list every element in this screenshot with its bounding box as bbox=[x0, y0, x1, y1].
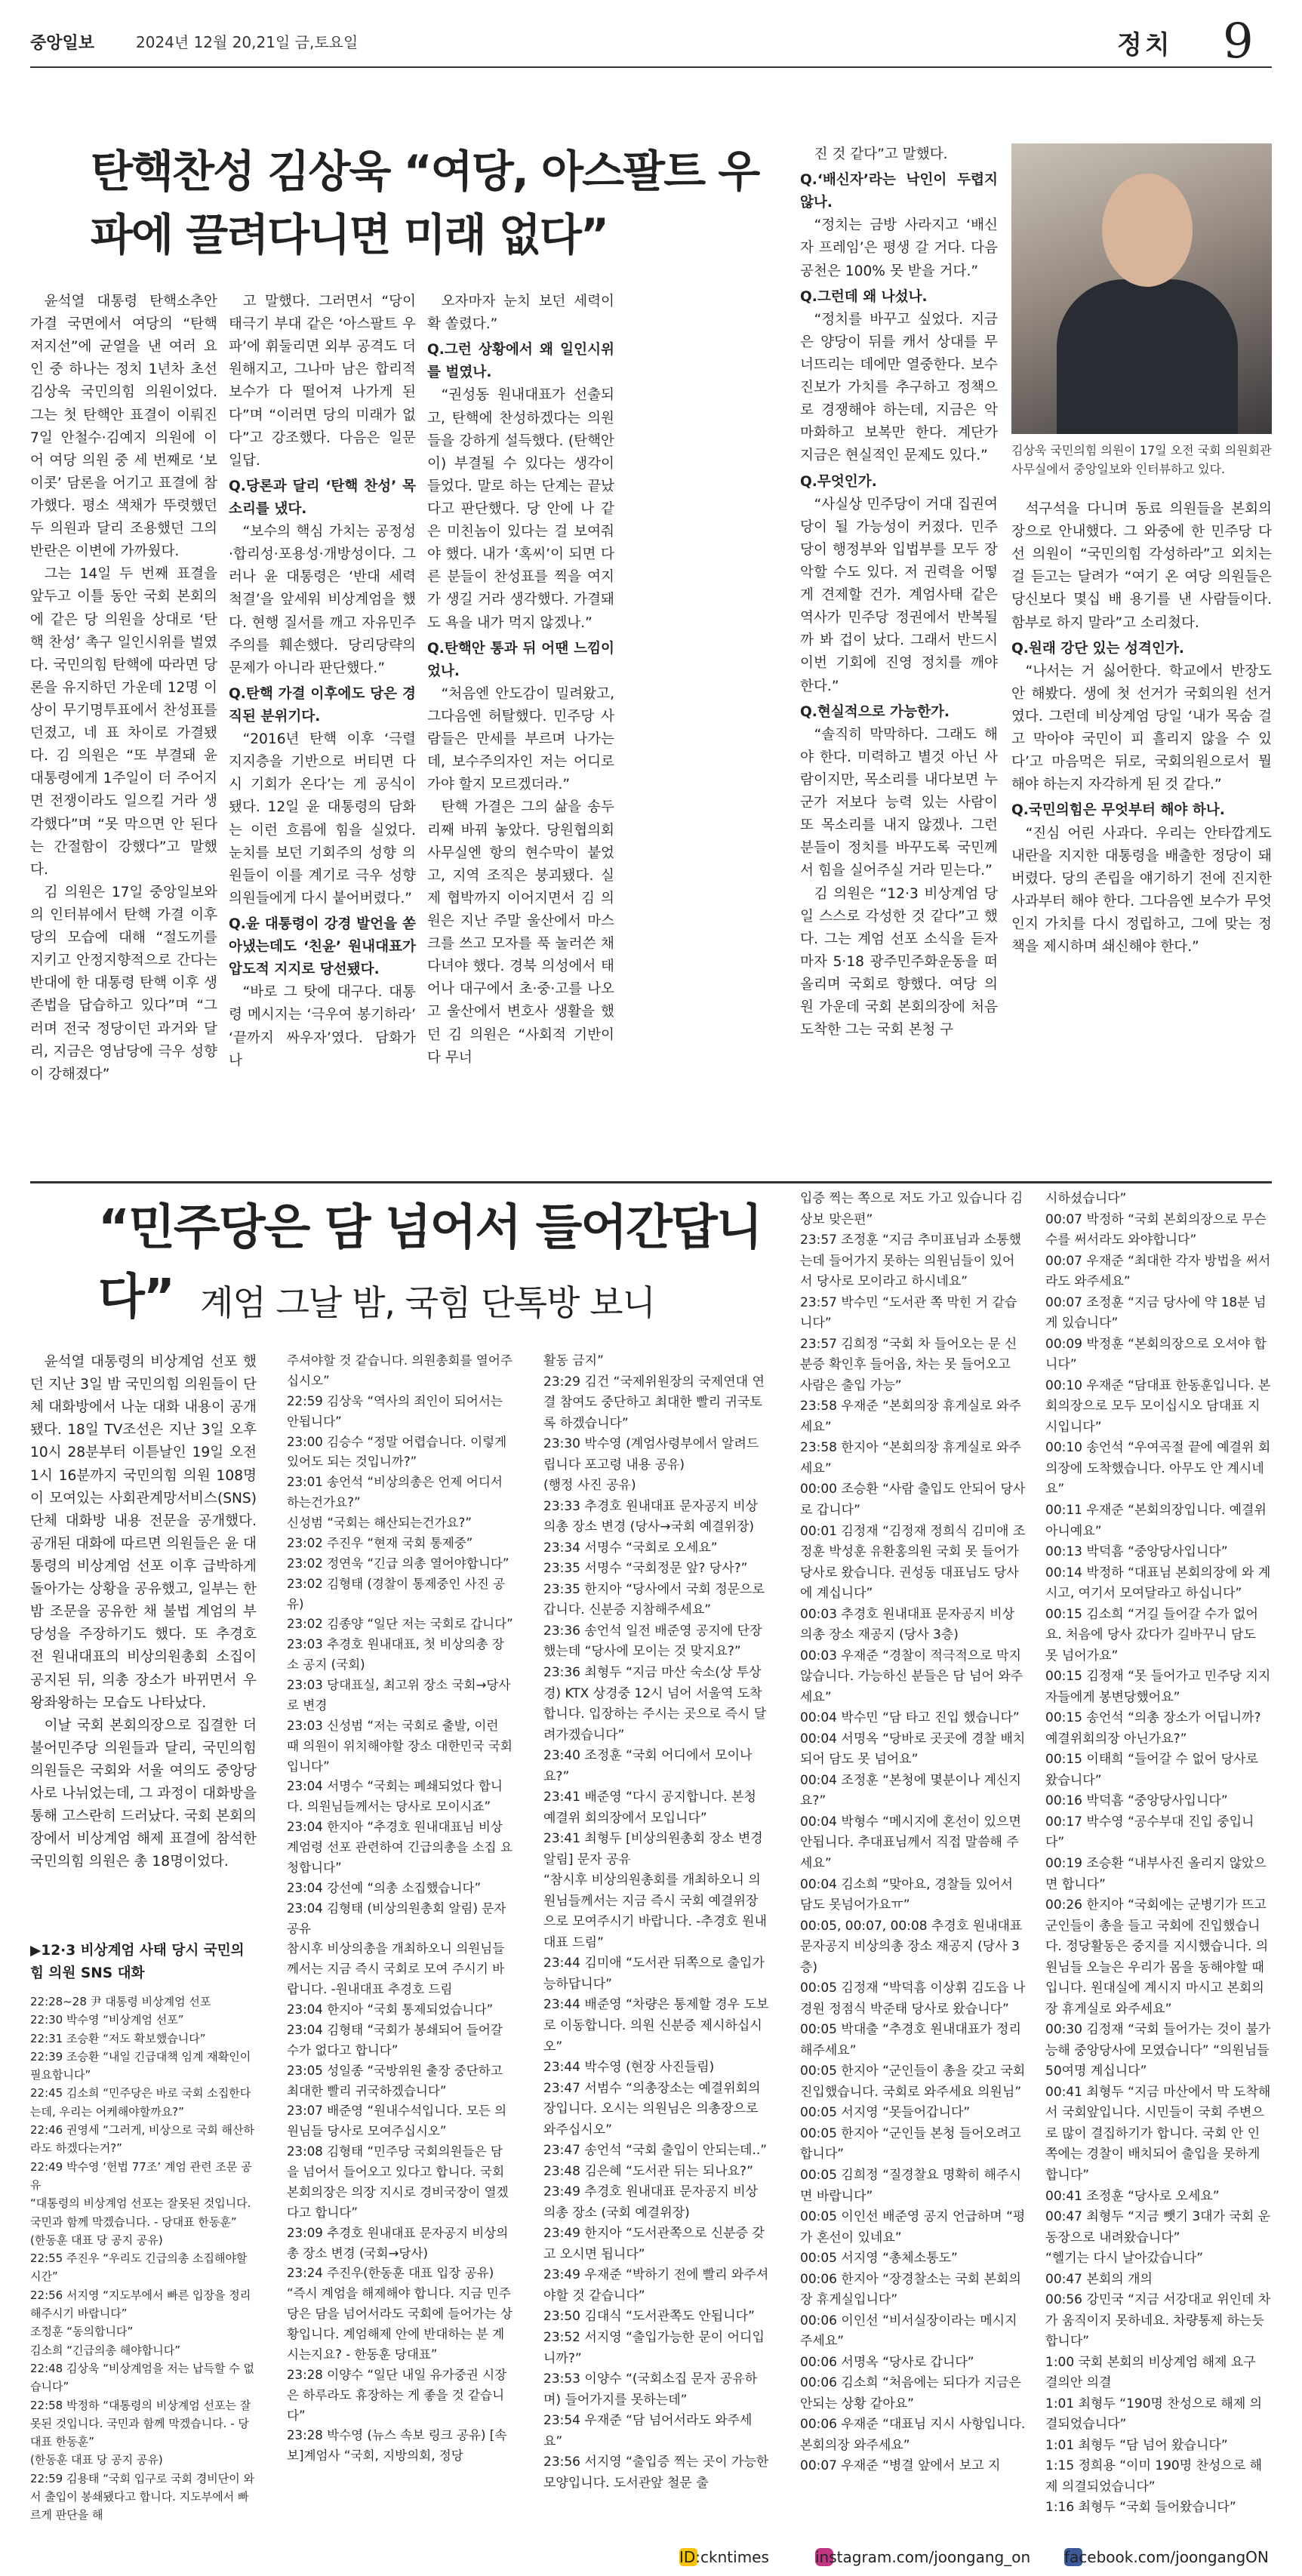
chat-log-entry: 00:56 강민국 “지금 서강대교 위인데 차가 움직이지 못하네요. 차량통제 하는듯합니다” bbox=[1045, 2292, 1271, 2350]
chat-log-entry: 23:34 서명수 “국회로 오세요” bbox=[543, 1540, 718, 1556]
paragraph: “보수의 핵심 가치는 공정성·합리성·포용성·개방성이다. 그러나 윤 대통령은 ‘반대 세력 척결’을 앞세워 비상계엄을 했다. 현행 질서를 깨고 자유민주주의를 훼손했다. 당리당략의 문제가 아니라 판단했다.” bbox=[229, 524, 416, 676]
paragraph: Q.무엇인가. bbox=[800, 473, 877, 490]
chat-log-entry: 00:14 박정하 “대표님 본회의장에 와 계시고, 여기서 모여달라고 하십니다” bbox=[1045, 1565, 1271, 1602]
chat-log-entry: 조정훈 “동의합니다” bbox=[30, 2325, 134, 2339]
chat-log-entry: 1:00 국회 본회의 비상계엄 해제 요구 결의안 의결 bbox=[1045, 2354, 1256, 2391]
chat-log-entry: 23:04 한지아 “추경호 원내대표님 비상 계엄령 선포 관련하여 긴급의총을 소집 요청합니다” bbox=[287, 1820, 512, 1875]
paragraph: “바로 그 탓에 대구다. 대통령 메시지는 ‘극우여 봉기하라’ ‘끝까지 싸우자’였다. 담화가 나 bbox=[229, 984, 416, 1069]
chat-log-entry: 23:03 신성범 “저는 국회로 출발, 이런 때 의원이 위치해야할 장소 대한민국 국회입니다” bbox=[287, 1718, 512, 1774]
chat-log-entry: 00:15 송언석 “의총 장소가 어딥니까? 예결위회의장 아닌가요?” bbox=[1045, 1710, 1261, 1747]
footer-instagram-text: instagram.com/joongang_on bbox=[815, 2548, 1031, 2566]
chat-log-entry: 23:03 추경호 원내대표, 첫 비상의총 장소 공지 (국회) bbox=[287, 1637, 504, 1673]
chat-log-entry: 23:08 김형태 “민주당 국회의원들은 담을 넘어서 들어오고 있다고 합니다. 국회 본회의장은 의장 지시로 경비국장이 열겠다고 합니다” bbox=[287, 2144, 509, 2220]
chat-log-entry: 00:09 박정훈 “본회의장으로 오셔야 합니다” bbox=[1045, 1336, 1267, 1373]
chat-log-entry: 22:46 권영세 “그러게, 비상으로 국회 해산하라도 하겠다는거?” bbox=[30, 2123, 254, 2156]
chat-log-entry: “참시후 비상의원총회를 개최하오니 의원님들께서는 지금 즉시 국회 예결위장으로 모여주시기 바랍니다. -추경호 원내대표 드림” bbox=[543, 1873, 767, 1950]
chat-log-column-2 bbox=[287, 1351, 513, 2467]
chat-log-entry: 00:03 우재준 “경찰이 적극적으로 막지 않습니다. 가능하신 분들은 담 넘어 와주세요” bbox=[800, 1648, 1023, 1705]
chat-log-entry: 23:57 박수민 “도서관 쪽 막힌 거 같습니다” bbox=[800, 1294, 1017, 1331]
paragraph: 그는 14일 두 번째 표결을 앞두고 이틀 동안 국회 본회의에 같은 당 의원을 상대로 ‘탄핵 찬성’ 촉구 일인시위를 벌였다. 국민의힘 탄핵에 따라면 당론을 유지하던 가운데 12명 이상이 무기명투표에서 찬성표를 던졌고, 네 표 차이로 가결됐다. 김 의원은 “또 부결돼 윤 대통령에게 1주일이 더 주어지면 전쟁이라도 일으킬 거라 생각했다”며 “못 막으면 안 된다는 간절함이 강했다”고 말했다. bbox=[30, 566, 217, 878]
interview-headline: 탄핵찬성 김상욱 “여당, 아스팔트 우파에 끌려다니면 미래 없다” bbox=[91, 146, 759, 261]
chat-log-entry: “대통령의 비상계엄 선포는 잘못된 것입니다. 국민과 함께 막겠습니다. - 당대표 한동훈” bbox=[30, 2196, 251, 2229]
chat-log-entry: 23:28 이양수 “일단 내일 유가중권 시장은 하루라도 휴장하는 게 좋을 것 같습니다” bbox=[287, 2367, 507, 2423]
paragraph: Q.현실적으로 가능한가. bbox=[800, 703, 950, 720]
paragraph: 김 의원은 17일 중앙일보와의 인터뷰에서 탄핵 가결 이후 당의 모습에 대해 “절도끼를 지키고 안정지향적으로 간다는 반대에 한 대통령 탄핵 이후 생존법을 답습하고 있다”며 “그러며 전국 정당이던 과거와 달리, 지금은 영남당에 극우 성향이 강해졌다” bbox=[30, 884, 217, 1082]
chat-log-entry: 23:47 서범수 “의총장소는 예결위회의장입니다. 오시는 의원님은 의총장으로 와주십시오” bbox=[543, 2080, 761, 2137]
section-divider bbox=[30, 1181, 1272, 1183]
chat-log-entry: 00:06 한지아 “장경찰소는 국회 본회의장 휴게실입니다” bbox=[800, 2271, 1021, 2308]
chat-log-column-3 bbox=[543, 1351, 770, 2494]
chat-log-entry: 23:40 조정훈 “국회 어디에서 모이나요?” bbox=[543, 1748, 753, 1784]
chat-log-entry: 22:28~28 尹 대통령 비상계엄 선포 bbox=[30, 1995, 211, 2008]
chat-log-entry: 23:47 송언석 “국회 출입이 안되는데..” bbox=[543, 2143, 768, 2159]
paragraph: “2016년 탄핵 이후 ‘극렬 지지층을 기반으로 버티면 다시 기회가 온다’는 게 공식이 됐다. 12일 윤 대통령의 담화는 이런 흐름에 힘을 실었다. 눈치를 보던 기회주의 성향 의원들이 이를 계기로 극우 성향 의원들에게 다시 붙어버렸다.” bbox=[229, 731, 416, 906]
chat-log-entry: 23:05 성일종 “국방위원 출장 중단하고 최대한 빨리 귀국하겠습니다” bbox=[287, 2063, 503, 2098]
chat-log-entry: 23:04 김형태 (비상의원총회 알림) 문자 공유 bbox=[287, 1900, 506, 1936]
chat-log-entry: 23:36 최형두 “지금 마산 숙소(상 투상경) KTX 상경중 12시 넘어 서울역 도착합니다. 입장하는 주시는 곳으로 즉시 달려가겠습니다” bbox=[543, 1664, 767, 1743]
chat-log-entry: 00:10 송언석 “우여곡절 끝에 예결위 회의장에 도착했습니다. 아무도 안 계시네요” bbox=[1045, 1440, 1271, 1497]
chat-log-entry: 참시후 비상의총을 개최하오니 의원님들께서는 지금 즉시 국회로 모여 주시기 바랍니다. -원내대표 추경호 드림 bbox=[287, 1941, 505, 1997]
chat-log-entry: 22:30 박수영 “비상계엄 선포” bbox=[30, 2013, 184, 2027]
chat-log-entry: 활동 금지” bbox=[543, 1353, 604, 1368]
chat-log-entry: 00:06 서명옥 “당사로 갑니다” bbox=[800, 2354, 974, 2370]
chat-log-entry: 00:05 한지아 “군인들이 총을 갖고 국회 진입했습니다. 국회로 와주세요 의원님” bbox=[800, 2064, 1026, 2100]
chat-log-entry: 22:49 박수영 ‘헌법 77조’ 계엄 관련 조문 공유 bbox=[30, 2159, 252, 2192]
chat-log-entry: 23:41 최형두 [비상의원총회 장소 변경 알림] 문자 공유 bbox=[543, 1831, 763, 1867]
chat-log-entry: 23:09 추경호 원내대표 문자공지 비상의총 장소 변경 (국회→당사) bbox=[287, 2225, 509, 2261]
chat-log-entry: 23:07 배준영 “원내수석입니다. 모든 의원님들 당사로 모여주십시오” bbox=[287, 2104, 507, 2139]
chat-log-entry: “즉시 계엄을 해제해야 합니다. 지금 민주당은 담을 넘어서라도 국회에 들어가는 상황입니다. 계엄해제 안에 반대하는 분 계시는지요? - 한동훈 당대표” bbox=[287, 2286, 512, 2362]
paragraph: “진심 어린 사과다. 우리는 안타깝게도 내란을 지지한 대통령을 배출한 정당이 돼 버렸다. 당의 존립을 얘기하기 전에 진지한 사과부터 해야 한다. 그다음엔 보수가 무엇인지 가치를 다시 정립하고, 그에 맞는 정책을 제시하며 쇄신해야 한다.” bbox=[1011, 825, 1272, 956]
log-title: ▶12·3 비상계엄 사태 당시 국민의힘 의원 SNS 대화 bbox=[30, 1943, 245, 1982]
chat-log-entry: 22:39 조승환 “내일 긴급대책 임계 재확인이 필요합니다” bbox=[30, 2049, 251, 2082]
chat-log-column-5 bbox=[1045, 1189, 1272, 2519]
chat-log-entry: 00:16 박덕흠 “중앙당사입니다” bbox=[1045, 1793, 1228, 1809]
chat-log-entry: 00:05 김희정 “질경찰요 명확히 해주시면 바랍니다” bbox=[800, 2167, 1021, 2204]
feature-headline: “민주당은 담 넘어서 들어간답니다” bbox=[98, 1200, 762, 1325]
chat-log-entry: 1:01 최형두 “담 넘어 왔습니다” bbox=[1045, 2437, 1228, 2453]
chat-log-entry: 00:07 박정하 “국회 본회의장으로 무슨 수를 써서라도 와야합니다” bbox=[1045, 1211, 1267, 1248]
paragraph: 석구석을 다니며 동료 의원들을 본회의장으로 안내했다. 그 와중에 한 민주당 다선 의원이 “국민의힘 각성하라”고 외치는 걸 듣고는 달려가 “여기 온 여당 의원들은 당신보다 몇십 배 용기를 낸 사람들이다. 함부로 하지 말라”고 소리쳤다. bbox=[1011, 501, 1272, 631]
chat-log-entry: (한동훈 대표 당 공지 공유) bbox=[30, 2453, 163, 2467]
chat-log-entry: 23:54 우재준 “담 넘어서라도 와주세요” bbox=[543, 2413, 753, 2449]
chat-log-entry: 23:04 김형태 “국회가 봉쇄되어 들어갈 수가 없다고 합니다” bbox=[287, 2022, 503, 2057]
paragraph: Q.국민의힘은 무엇부터 해야 하나. bbox=[1011, 802, 1225, 819]
chat-log-entry: 00:30 김정재 “국회 들어가는 것이 불가능해 중앙당사에 모였습니다” “의원님들 50여명 계십니다” bbox=[1045, 2022, 1271, 2079]
chat-log-entry: 22:48 김상욱 “비상계엄을 저는 납득할 수 없습니다” bbox=[30, 2361, 254, 2394]
chat-log-entry: 00:06 김소희 “처음에는 되다가 지금은 안되는 상황 같아요” bbox=[800, 2375, 1021, 2411]
chat-log-entry: 00:05 김정재 “박덕흠 이상휘 김도읍 나경원 정점식 박준태 당사로 왔습니다” bbox=[800, 1980, 1026, 2017]
article-column-3 bbox=[427, 291, 614, 1069]
chat-log-entry: 1:16 최형두 “국회 들어왔습니다” bbox=[1045, 2500, 1236, 2516]
paragraph: 오자마자 눈치 보던 세력이 확 쏠렸다.” bbox=[427, 294, 614, 333]
chat-log-entry: 23:02 김형태 (경찰이 통제중인 사진 공유) bbox=[287, 1576, 506, 1611]
chat-log-entry: 23:33 추경호 원내대표 문자공지 비상의총 장소 변경 (당사→국회 예결위장) bbox=[543, 1498, 759, 1535]
chat-log-entry: 23:58 우재준 “본회의장 휴게실로 와주세요” bbox=[800, 1399, 1021, 1435]
masthead bbox=[30, 14, 1272, 68]
chat-log-entry: 00:04 박수민 “담 타고 진입 했습니다” bbox=[800, 1710, 1020, 1726]
paragraph: “사실상 민주당이 거대 집권여당이 될 가능성이 커졌다. 민주당이 행정부와 입법부를 모두 장악할 수도 있다. 저 권력을 어떻게 견제할 건가. 계엄사태 같은 역사가 민주당 정권에서 반복될까 봐 겁이 났다. 그래서 반드시 이번 기회에 진영 정치를 깨야 한다.” bbox=[800, 496, 998, 694]
footer-handle-text: ID:ckntimes bbox=[679, 2548, 769, 2566]
chat-log-entry: 1:15 정희용 “이미 190명 찬성으로 해제 의결되었습니다” bbox=[1045, 2458, 1263, 2494]
chat-log-entry: 23:35 한지아 “당사에서 국회 정문으로 갑니다. 신분증 지참해주세요” bbox=[543, 1581, 765, 1618]
chat-log-entry: 23:02 주진우 “현재 국회 통제중” bbox=[287, 1535, 473, 1550]
chat-log-entry: 00:05 박대출 “추경호 원내대표가 정리해주세요” bbox=[800, 2022, 1021, 2058]
chat-log-entry: 23:02 김종양 “일단 저는 국회로 갑니다” bbox=[287, 1617, 513, 1632]
chat-log-column-4 bbox=[800, 1189, 1027, 2477]
chat-log-entry: 00:06 우재준 “대표님 지시 사항입니다. 본회의장 와주세요” bbox=[800, 2417, 1026, 2453]
chat-log-entry: 23:58 한지아 “본회의장 휴게실로 와주세요” bbox=[800, 1440, 1021, 1476]
article-column-4 bbox=[800, 143, 998, 1042]
chat-log-entry: 23:04 강선예 “의총 소집했습니다” bbox=[287, 1880, 482, 1895]
chat-log-entry: 00:05, 00:07, 00:08 추경호 원내대표 문자공지 비상의총 장소 재공지 (당사 3층) bbox=[800, 1918, 1023, 1975]
article-column-5 bbox=[1011, 498, 1272, 959]
article-column-2 bbox=[229, 291, 416, 1073]
chat-log-entry: 23:36 송언석 일전 배준영 공지에 단장했는데 “당사에 모이는 것 맞지요?” bbox=[543, 1623, 762, 1660]
footer-facebook-text: facebook.com/joongangON bbox=[1064, 2548, 1269, 2566]
paragraph: “나서는 거 싫어한다. 학교에서 반장도 안 해봤다. 생에 첫 선거가 국회의원 선거였다. 그런데 비상계엄 당일 ‘내가 목숨 걸고 막아야 국민이 피 흘리지 않을 수 있다’고 마음먹은 뒤로, 국회의원으로서 뭘 해야 하는지 자각하게 된 것 같다.” bbox=[1011, 663, 1272, 793]
chat-log-entry: 23:24 주진우(한동훈 대표 입장 공유) bbox=[287, 2266, 494, 2281]
chat-log-entry: 23:44 박수영 (현장 사진들림) bbox=[543, 2060, 715, 2076]
chat-log-entry: 1:01 최형두 “190명 찬성으로 해제 의결되었습니다” bbox=[1045, 2396, 1263, 2433]
chat-log-entry: 00:41 최형두 “지금 마산에서 막 도착해서 국회앞입니다. 시민들이 국회 주변으로 많이 결집하기가 합니다. 국회 안 인쪽에는 경찰이 배치되어 출입을 못하게 합니다” bbox=[1045, 2084, 1271, 2183]
chat-log-entry: 00:06 이인선 “비서실장이라는 메시지 주세요” bbox=[800, 2313, 1017, 2350]
section-name: 정치 bbox=[1117, 30, 1173, 60]
chat-log-entry: (한동훈 대표 당 공지 공유) bbox=[30, 2233, 163, 2247]
chat-log-entry: 22:31 조승환 “저도 확보했습니다” bbox=[30, 2031, 206, 2045]
chat-log-entry: 23:44 김미애 “도서관 뒤쪽으로 출입가능하답니다” bbox=[543, 1956, 765, 1992]
chat-log-entry: 23:30 박수영 (계엄사령부에서 알려드립니다 포고령 내용 공유) bbox=[543, 1436, 759, 1473]
chat-log-entry: 00:05 한지아 “군인들 본청 들어오려고 합니다” bbox=[800, 2125, 1021, 2162]
chat-log-entry: 23:52 서지영 “출입가능한 문이 어디입니까?” bbox=[543, 2329, 765, 2366]
chat-log-entry: 23:57 김희정 “국회 차 들어오는 문 신분증 확인후 들어옵, 차는 못 들어오고 사람은 출입 가능” bbox=[800, 1336, 1017, 1393]
chat-log-entry: 00:10 우재준 “담대표 한동훈입니다. 본회의장으로 모두 모이십시오 담대표 지시입니다” bbox=[1045, 1377, 1271, 1435]
feature-intro bbox=[30, 1351, 257, 1874]
chat-log-entry: 00:11 우재준 “본회의장입니다. 예결위 아니예요” bbox=[1045, 1502, 1267, 1539]
article-column-1 bbox=[30, 291, 217, 1086]
photo-figure-body bbox=[1057, 279, 1238, 434]
paragraph: 진 것 같다”고 말했다. bbox=[814, 146, 948, 162]
chat-log-entry: 00:05 이인선 배준영 공지 언급하며 “평가 혼선이 있네요” bbox=[800, 2209, 1026, 2245]
chat-log-entry: 22:45 김소희 “민주당은 바로 국회 소집한다는데, 우리는 어케해야할까요?” bbox=[30, 2086, 251, 2119]
chat-log-entry: 23:04 서명수 “국회는 폐쇄되었다 합니다. 의원님들께서는 당사로 모이시죠” bbox=[287, 1779, 503, 1814]
chat-log-entry: 22:58 박정하 “대통령의 비상계엄 선포는 잘못된 것입니다. 국민과 함께 막겠습니다. - 당대표 한동훈” bbox=[30, 2398, 251, 2449]
chat-log-entry: 00:05 서지영 “못들어갑니다” bbox=[800, 2105, 971, 2121]
chat-log-entry: 00:15 김정재 “못 들어가고 민주당 지지자들에게 봉변당했어요” bbox=[1045, 1669, 1271, 1705]
chat-log-entry: 00:26 한지아 “국회에는 군병기가 뜨고 군인들이 총을 들고 국회에 진입했습니다. 정당활동은 중지를 지시했습니다. 의원님들 오늘은 우리가 몸을 동해야할 때입니다. 원대실에 계시지 마시고 본회의장 휴게실로 와주세요” bbox=[1045, 1897, 1269, 2017]
paper-name: 중앙일보 bbox=[30, 34, 95, 53]
chat-log-entry: 00:07 조정훈 “지금 당사에 약 18분 넘게 있습니다” bbox=[1045, 1294, 1267, 1331]
chat-log-entry: 23:53 이양수 “(국회소집 문자 공유하며) 들어가지를 못하는데” bbox=[543, 2371, 758, 2408]
chat-log-entry: 00:17 박수영 “공수부대 진입 중입니다” bbox=[1045, 1814, 1254, 1851]
chat-log-entry: 23:00 김승수 “정말 어렵습니다. 이렇게 있어도 되는 것입니까?” bbox=[287, 1434, 507, 1470]
chat-log-entry: 주셔야할 것 같습니다. 의원총회를 열어주십시오” bbox=[287, 1353, 512, 1388]
issue-date: 2024년 12월 20,21일 금,토요일 bbox=[136, 33, 359, 51]
paragraph: “정치는 금방 사라지고 ‘배신자 프레임’은 평생 갈 거다. 다음 공천은 100% 못 받을 거다.” bbox=[800, 217, 998, 279]
chat-log-entry: 23:41 배준영 “다시 공지합니다. 본청 예결위 회의장에서 모입니다” bbox=[543, 1790, 756, 1826]
chat-log-entry: 입증 찍는 쪽으로 저도 가고 있습니다 김상보 맞은편” bbox=[800, 1191, 1023, 1227]
chat-log-entry: 00:04 조정훈 “본청에 몇분이나 계신지요?” bbox=[800, 1772, 1021, 1809]
chat-log-entry: 00:03 추경호 원내대표 문자공지 비상의총 장소 재공지 (당사 3층) bbox=[800, 1606, 1015, 1643]
photo-figure-face bbox=[1102, 174, 1193, 287]
chat-log-entry: 00:47 본회의 개의 bbox=[1045, 2271, 1153, 2287]
paragraph: Q.탄핵안 통과 뒤 어땐 느낌이었나. bbox=[427, 640, 614, 679]
footer bbox=[30, 2536, 1272, 2569]
paragraph: Q.그런 상황에서 왜 일인시위를 벌였나. bbox=[427, 342, 614, 381]
chat-log-entry: 김소희 “긴급의총 해야합니다” bbox=[30, 2343, 180, 2357]
photo-caption: 김상욱 국민의힘 의원이 17일 오전 국회 의원회관 사무실에서 중앙일보와 인터뷰하고 있다. bbox=[1011, 443, 1272, 476]
paragraph: Q.원래 강단 있는 성격인가. bbox=[1011, 640, 1184, 657]
chat-log-entry: 23:02 정연욱 “긴급 의총 열어야합니다” bbox=[287, 1556, 509, 1571]
chat-log-entry: 00:00 조승환 “사람 출입도 안되어 당사로 갑니다” bbox=[800, 1482, 1026, 1518]
chat-log-entry: 00:15 이태희 “들어갈 수 없어 당사로 왔습니다” bbox=[1045, 1752, 1258, 1788]
chat-log-entry: “헬기는 다시 날아갔습니다” bbox=[1045, 2251, 1204, 2267]
paragraph: Q.탄핵 가결 이후에도 당은 경직된 분위기다. bbox=[229, 685, 416, 725]
chat-log-entry: 23:49 우재준 “박하기 전에 빨리 와주셔야할 것 같습니다” bbox=[543, 2267, 769, 2304]
chat-log-entry: 23:29 김건 “국제위원장의 국제연대 연결 참여도 중단하고 최대한 빨리 귀국토록 하겠습니다” bbox=[543, 1374, 765, 1431]
chat-log-entry: 00:07 우재준 “최대한 각자 방법을 써서라도 와주세요” bbox=[1045, 1253, 1271, 1290]
chat-log-entry: 00:01 김정재 “김정재 정희식 김미애 조정훈 박성훈 유환홍의원 국회 못 들어가 당사로 왔습니다. 권성동 대표님도 당사에 계십니다” bbox=[800, 1523, 1026, 1602]
chat-log-entry: 00:47 최형두 “지금 뺏기 3대가 국회 운동장으로 내려왔습니다” bbox=[1045, 2209, 1271, 2245]
chat-log-entry: 23:49 한지아 “도서관쪽으로 신분증 갖고 오시면 됩니다” bbox=[543, 2226, 765, 2262]
chat-log-entry: 00:04 박형수 “메시지에 혼선이 있으면 안됩니다. 추대표님께서 직접 말씀해 주세요” bbox=[800, 1814, 1021, 1871]
chat-log-entry: 00:04 서명옥 “당바로 곳곳에 경찰 배치되어 담도 못 넘어요” bbox=[800, 1731, 1026, 1768]
paragraph: Q.‘배신자’라는 낙인이 두렵지 않나. bbox=[800, 172, 998, 211]
paragraph: 탄핵 가결은 그의 삶을 송두리째 바꿔 놓았다. 당원협의회 사무실엔 항의 현수막이 붙었고, 지역 조직은 붕괴됐다. 실제 협박까지 이어지면서 김 의원은 지난 주말 울산에서 마스크를 쓰고 모자를 푹 눌러쓴 채 다녀야 했다. 경북 의성에서 태어나 대구에서 초·중·고를 나오고 울산에서 변호사 생활을 했던 김 의원은 “사회적 기반이 다 무너 bbox=[427, 799, 614, 1066]
chat-log-entry: 23:35 서명수 “국회정문 앞? 당사?” bbox=[543, 1561, 748, 1577]
chat-log-entry: 23:48 김은혜 “도서관 뒤는 되나요?” bbox=[543, 2163, 753, 2179]
chat-log-entry: 23:28 박수영 (뉴스 속보 링크 공유) [속보]계엄사 “국회, 지방의회, 정당 bbox=[287, 2428, 507, 2464]
chat-log-entry: 23:49 추경호 원내대표 문자공지 비상의총 장소 (국회 예결위장) bbox=[543, 2184, 759, 2221]
chat-log-entry: 23:44 배준영 “차량은 통제할 경우 도보로 이동합니다. 의원 신분증 제시하십시오” bbox=[543, 1997, 769, 2054]
interview-photo bbox=[1011, 143, 1272, 434]
chat-log-entry: 23:57 조정훈 “지금 추미표님과 소통했는데 들어가지 못하는 의원님들이 있어서 당사로 모이라고 하시네요” bbox=[800, 1233, 1021, 1290]
paragraph: 김 의원은 “12·3 비상계엄 당일 스스로 각성한 것 같다”고 했다. 그는 계엄 선포 소식을 듣자마자 5·18 광주민주화운동을 떠올리며 국회로 향했다. 여당 의원 가운데 국회 본회의장에 처음 도착한 그는 국회 본청 구 bbox=[800, 885, 998, 1039]
paragraph: 윤석열 대통령 탄핵소추안 가결 국면에서 여당의 “탄핵 저지선”에 균열을 낸 여러 요인 중 하나는 정치 1년차 초선 김상욱 국민의힘 의원이었다. 그는 첫 탄핵안 표결이 이뤄진 7일 안철수·김예지 의원에 이어 여당 의원 중 세 번째로 ‘보이콧’ 담론을 어기고 표결에 참가했다. 평소 색채가 뚜렷했던 두 의원과 달리 조용했던 그의 반란은 이변에 가까웠다. bbox=[30, 294, 217, 560]
feature-subhead: 계엄 그날 밤, 국힘 단톡방 보니 bbox=[200, 1282, 655, 1323]
chat-log-entry: 00:13 박덕흠 “중앙당사입니다” bbox=[1045, 1544, 1228, 1560]
paragraph: 고 말했다. 그러면서 “당이 태극기 부대 같은 ‘아스팔트 우파’에 휘둘리면 외부 공격도 더 원해지고, 그나마 남은 합리적 보수가 다 떨어져 나가게 된다”며 “이러면 당의 미래가 없다”고 강조했다. 다음은 일문일답. bbox=[229, 294, 416, 469]
chat-log-entry: 00:15 김소희 “거길 들어갈 수가 없어요. 처음에 당사 갔다가 길바꾸니 담도 못 넘어가요” bbox=[1045, 1606, 1258, 1663]
chat-log-entry: 시하셨습니다” bbox=[1045, 1191, 1127, 1206]
paragraph: Q.그런데 왜 나섰나. bbox=[800, 288, 928, 305]
chat-log-entry: 00:04 김소희 “맞아요, 경찰들 있어서 담도 못넘어가요ㅠ” bbox=[800, 1876, 1013, 1913]
chat-log-entry: (행정 사진 공유) bbox=[543, 1478, 636, 1494]
chat-log-entry: 00:19 조승환 “내부사진 올리지 않았으면 합니다” bbox=[1045, 1856, 1267, 1892]
chat-log-entry: 23:04 한지아 “국회 통제되었습니다” bbox=[287, 2002, 494, 2017]
paragraph: 이날 국회 본회의장으로 집결한 더불어민주당 의원들과 달리, 국민의힘 의원들은 국회와 서울 여의도 중앙당사로 나뉘었는데, 그 과정이 대화방을 통해 고스란히 드러났다. 국회 본회의장에서 비상계엄 해제 표결에 참석한 국민의힘 의원은 총 18명이었다. bbox=[30, 1717, 257, 1870]
page-number: 9 bbox=[1223, 14, 1254, 69]
paragraph: “정치를 바꾸고 싶었다. 지금은 양당이 뒤를 캐서 상대를 무너뜨리는 데에만 열중한다. 보수진보가 가치를 추구하고 정책으로 경쟁해야 하는데, 지금은 악마화하고 보복만 한다. 계단가 지금은 현실적인 문제도 있다.” bbox=[800, 311, 998, 464]
chat-log-entry: 23:50 김대식 “도서관쪽도 안됩니다” bbox=[543, 2309, 755, 2325]
paragraph: “솔직히 막막하다. 그래도 해야 한다. 미력하고 별것 아닌 사람이지만, 목소리를 내다보면 누군가 저보다 능력 있는 사람이 또 목소리를 내지 않겠나. 그런 분들이 정치를 바꾸도록 국민께서 힘을 실어주실 거라 믿는다.” bbox=[800, 726, 998, 879]
paragraph: Q.당론과 달리 ‘탄핵 찬성’ 목소리를 냈다. bbox=[229, 478, 416, 517]
chat-log-entry: 22:59 김용태 “국회 입구로 국회 경비단이 와서 출입이 봉쇄됐다고 합니다. 지도부에서 빠르게 판단을 해 bbox=[30, 2471, 254, 2522]
chat-log-entry: 23:03 당대표실, 최고위 장소 국회→당사로 변경 bbox=[287, 1678, 511, 1713]
chat-log-entry: 22:56 서지영 “지도부에서 빠른 입장을 정리해주시기 바랍니다” bbox=[30, 2288, 251, 2321]
chat-log-entry: 00:05 서지영 “총체소통도” bbox=[800, 2251, 958, 2267]
chat-log-entry: 23:56 서지영 “출입증 찍는 곳이 가능한 모양입니다. 도서관앞 철문 출 bbox=[543, 2454, 769, 2491]
chat-log-entry: 22:55 주진우 “우리도 긴급의총 소집해야할 시간” bbox=[30, 2251, 248, 2284]
chat-log-entry: 신성범 “국회는 해산되는건가요?” bbox=[287, 1516, 472, 1530]
chat-log-entry: 22:59 김상욱 “역사의 죄인이 되어서는 안됩니다” bbox=[287, 1393, 503, 1429]
paragraph: “권성동 원내대표가 선출되고, 탄핵에 찬성하겠다는 의원들을 강하게 설득했다. (탄핵안이) 부결될 수 있다는 생각이 들었다. 말로 하는 단계는 끝났다고 판단했다. 당 안에 나 같은 미친놈이 있다는 걸 보여줘야 했다. 내가 ‘혹씨’이 되면 다른 분들이 찬성표를 찍을 여지가 생길 거라 생각했다. 가결돼도 욕을 내가 먹지 않겠나.” bbox=[427, 387, 614, 631]
paragraph: 윤석열 대통령의 비상계엄 선포 했던 지난 3일 밤 국민의힘 의원들이 단체 대화방에서 나눈 대화 내용이 공개됐다. 18일 TV조선은 지난 3일 오후 10시 28분부터 이튿날인 19일 오전 1시 16분까지 국민의힘 의원 108명이 모여있는 사회관계망서비스(SNS) 단체 대화방 내용 전문을 공개했다. 공개된 대화에 따르면 의원들은 윤 대통령의 비상계엄 선포 이후 급박하게 돌아가는 상황을 공유했고, 일부는 한밤 조문을 공유한 채 불법 계엄의 부당성을 주장하기도 했다. 또 추경호 전 원내대표의 비상의원총회 소집이 공지된 뒤, 의총 장소가 바뀌면서 우왕좌왕하는 모습도 나타났다. bbox=[30, 1354, 257, 1711]
paragraph: “처음엔 안도감이 밀려왔고, 그다음엔 허탈했다. 민주당 사람들은 만세를 부르며 나가는데, 보수주의자인 저는 어디로 가야 할지 모르겠더라.” bbox=[427, 685, 614, 793]
chat-log-entry: 00:41 조정훈 “당사로 오세요” bbox=[1045, 2188, 1220, 2204]
paragraph: Q.윤 대통령이 강경 발언을 쏟아냈는데도 ‘친윤’ 원내대표가 압도적 지지로 당선됐다. bbox=[229, 916, 416, 978]
chat-log-entry: 23:01 송언석 “비상의총은 언제 어디서 하는건가요?” bbox=[287, 1475, 503, 1510]
chat-log-column-1 bbox=[30, 1993, 257, 2525]
chat-log-entry: 00:07 우재준 “병결 앞에서 보고 지 bbox=[800, 2458, 1001, 2474]
